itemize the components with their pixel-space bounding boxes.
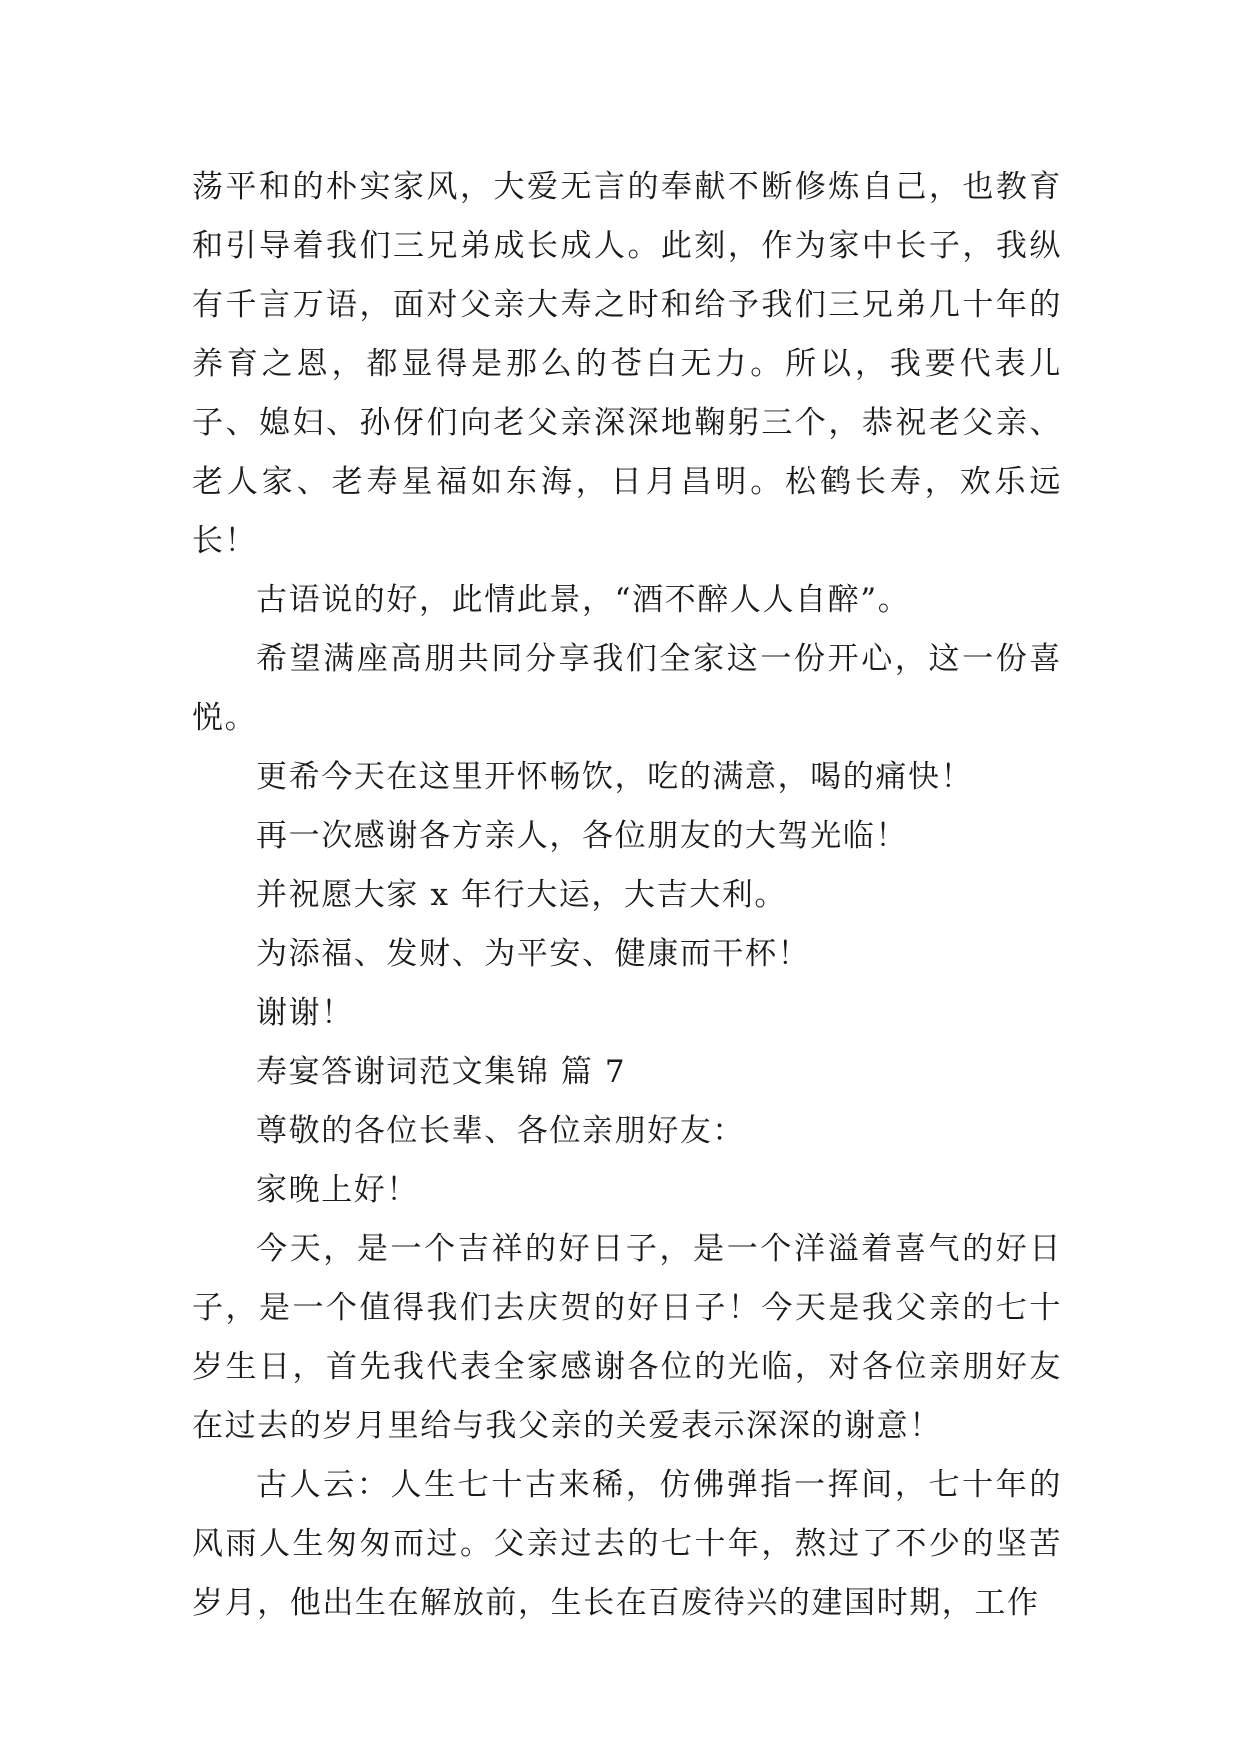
paragraph-6: 并祝愿大家 x 年行大运，大吉大利。 — [256, 877, 787, 913]
paragraph-2: 古语说的好，此情此景，“酒不醉人人自醉”。 — [256, 582, 911, 618]
section-heading: 寿宴答谢词范文集锦 篇 7 — [256, 1054, 627, 1090]
paragraph-1: 荡平和的朴实家风，大爱无言的奉献不断修炼自己，也教育和引导着我们三兄弟成长成人。此刻，作为家中长子，我纵有千言万语，面对父亲大寿之时和给予我们三兄弟几十年的养育之恩，都显得是那么的苍白无力。所以，我要代表儿子、媳妇、孙伢们向老父亲深深地鞠躬三个，恭祝老父亲、老人家、老寿星福如东海，日月昌明。松鹤长寿，欢乐远长！ — [192, 169, 1062, 559]
paragraph-7: 为添福、发财、为平安、健康而干杯！ — [256, 936, 811, 972]
salutation: 尊敬的各位长辈、各位亲朋好友： — [256, 1113, 745, 1149]
paragraph-5: 再一次感谢各方亲人，各位朋友的大驾光临！ — [256, 818, 908, 854]
paragraph-12: 今天，是一个吉祥的好日子，是一个洋溢着喜气的好日子，是一个值得我们去庆贺的好日子！今天是我父亲的七十岁生日，首先我代表全家感谢各位的光临，对各位亲朋好友在过去的岁月里给与我父亲的关爱表示深深的谢意！ — [192, 1231, 1062, 1444]
paragraph-3: 希望满座高朋共同分享我们全家这一份开心，这一份喜悦。 — [192, 641, 1062, 736]
paragraph-13: 古人云：人生七十古来稀，仿佛弹指一挥间，七十年的风雨人生匆匆而过。父亲过去的七十年，熬过了不少的坚苦岁月，他出生在解放前，生长在百废待兴的建国时期，工作 — [192, 1467, 1062, 1621]
paragraph-8: 谢谢！ — [256, 995, 354, 1031]
document-body — [192, 158, 1062, 1633]
greeting: 家晚上好！ — [256, 1172, 419, 1208]
paragraph-4: 更希今天在这里开怀畅饮，吃的满意，喝的痛快！ — [256, 759, 974, 795]
